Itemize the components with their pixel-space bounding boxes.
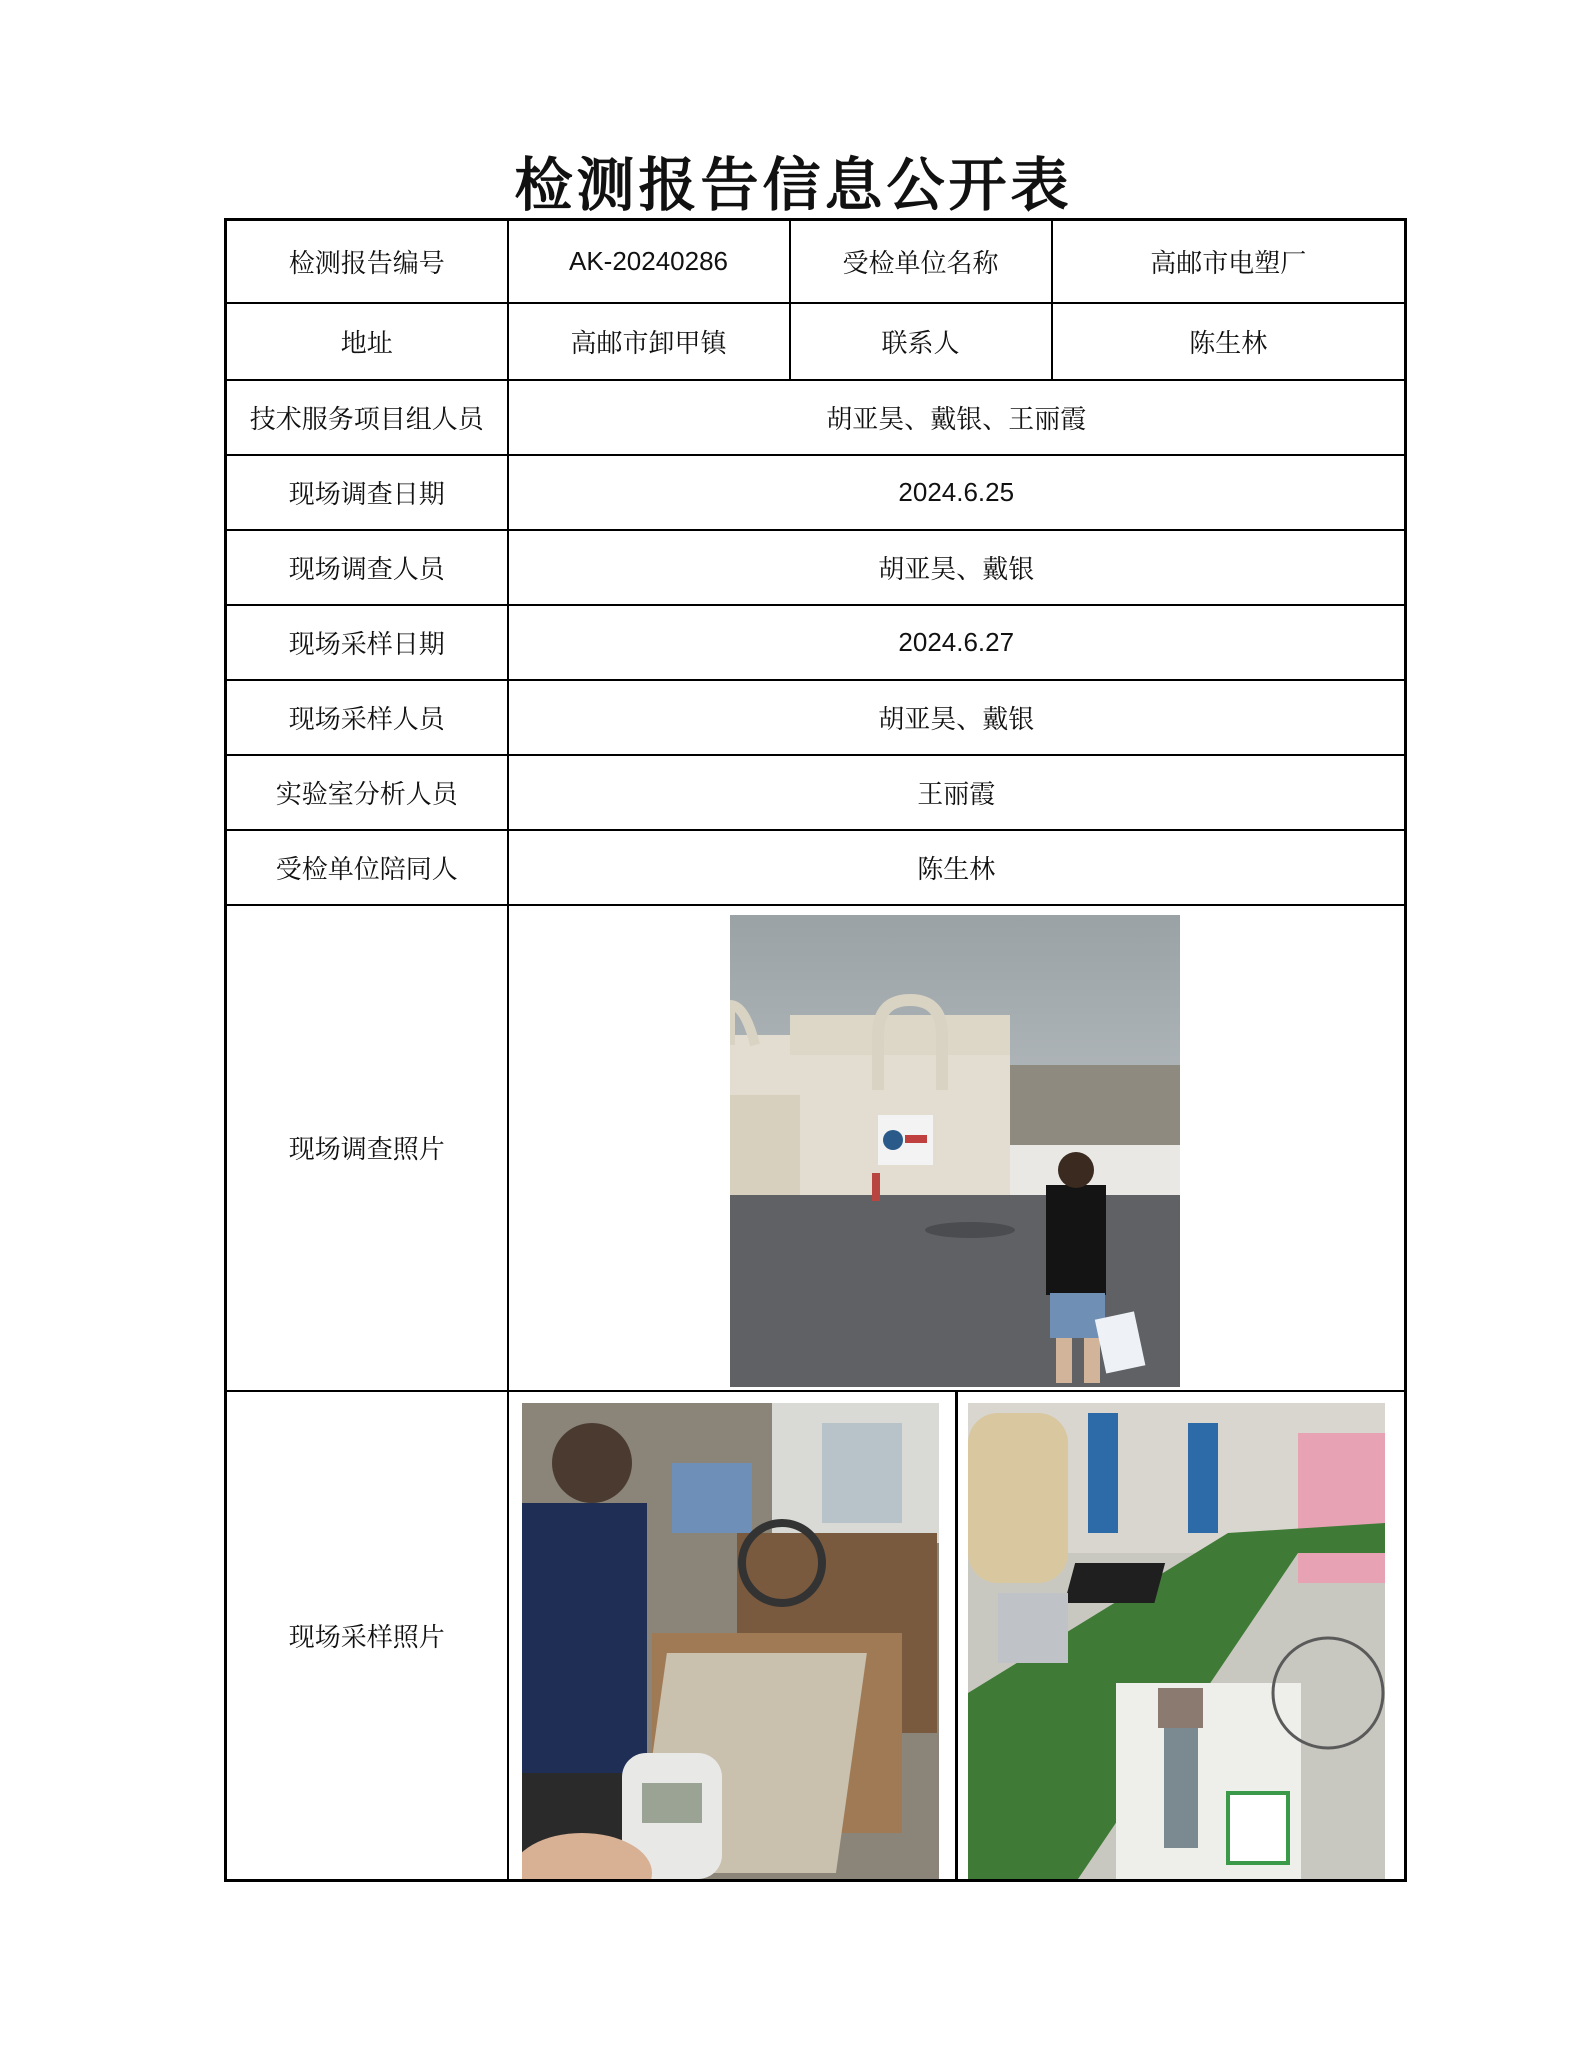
unit-name-value: 高邮市电塑厂 xyxy=(1052,220,1406,303)
unit-name-label: 受检单位名称 xyxy=(790,220,1052,303)
table-row xyxy=(226,680,1406,755)
table-row xyxy=(226,755,1406,830)
sampling-photo-right xyxy=(968,1403,1385,1879)
page-title: 检测报告信息公开表 xyxy=(514,151,1073,219)
table-row xyxy=(226,1391,1406,1881)
table-row xyxy=(226,455,1406,530)
sampling-photo-left xyxy=(522,1403,939,1879)
survey-photo xyxy=(730,915,1180,1387)
report-no-value: AK-20240286 xyxy=(508,220,790,303)
table-row xyxy=(226,380,1406,455)
lab-staff-label: 实验室分析人员 xyxy=(226,755,508,830)
table-row xyxy=(226,605,1406,680)
sampling-date-value: 2024.6.27 xyxy=(508,605,1406,680)
escort-label: 受检单位陪同人 xyxy=(226,830,508,905)
address-label: 地址 xyxy=(226,303,508,380)
contact-value: 陈生林 xyxy=(1052,303,1406,380)
survey-date-value: 2024.6.25 xyxy=(508,455,1406,530)
table-row xyxy=(226,830,1406,905)
table-row xyxy=(226,530,1406,605)
sampling-staff-label: 现场采样人员 xyxy=(226,680,508,755)
sampling-photo-cell xyxy=(508,1391,1406,1881)
sampling-staff-value: 胡亚昊、戴银 xyxy=(508,680,1406,755)
sampling-photo-label: 现场采样照片 xyxy=(226,1391,508,1881)
table-row xyxy=(226,303,1406,380)
photo-divider xyxy=(955,1392,958,1881)
team-label: 技术服务项目组人员 xyxy=(226,380,508,455)
table-row xyxy=(226,905,1406,1391)
escort-value: 陈生林 xyxy=(508,830,1406,905)
survey-staff-label: 现场调查人员 xyxy=(226,530,508,605)
sampling-date-label: 现场采样日期 xyxy=(226,605,508,680)
address-value: 高邮市卸甲镇 xyxy=(508,303,790,380)
report-no-label: 检测报告编号 xyxy=(226,220,508,303)
survey-date-label: 现场调查日期 xyxy=(226,455,508,530)
table-row xyxy=(226,220,1406,303)
survey-photo-label: 现场调查照片 xyxy=(226,905,508,1391)
team-value: 胡亚昊、戴银、王丽霞 xyxy=(508,380,1406,455)
survey-staff-value: 胡亚昊、戴银 xyxy=(508,530,1406,605)
survey-photo-cell xyxy=(508,905,1406,1391)
lab-staff-value: 王丽霞 xyxy=(508,755,1406,830)
report-info-table xyxy=(224,218,1407,1882)
contact-label: 联系人 xyxy=(790,303,1052,380)
